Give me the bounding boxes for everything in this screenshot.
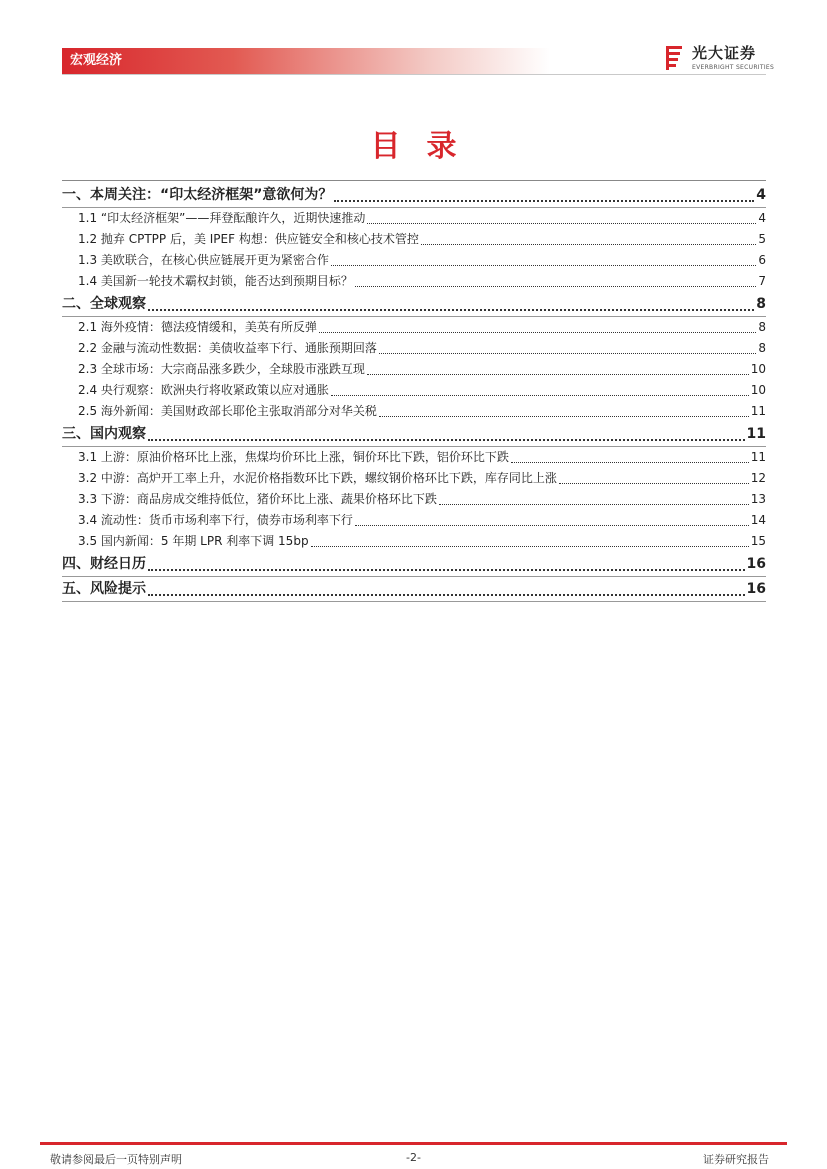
toc-section-wrapper xyxy=(62,183,766,208)
toc-leader-dots xyxy=(439,504,749,505)
toc-entry-page: 11 xyxy=(750,404,766,418)
toc-leader-dots xyxy=(355,286,756,287)
toc-entry-text: 三、国内观察 xyxy=(62,426,146,442)
footer-divider xyxy=(40,1142,787,1145)
toc-leader-dots xyxy=(331,395,749,396)
toc-entry-subsection[interactable] xyxy=(62,317,766,338)
toc-entry-subsection[interactable] xyxy=(62,359,766,380)
toc-entry-subsection[interactable] xyxy=(62,510,766,531)
toc-entry-section[interactable] xyxy=(62,552,766,576)
toc-entry-subsection[interactable] xyxy=(62,271,766,292)
brand-name-en: EVERBRIGHT SECURITIES xyxy=(692,64,775,71)
toc-entry-subsection[interactable] xyxy=(62,208,766,229)
footer-disclaimer: 敬请参阅最后一页特别声明 xyxy=(50,1153,182,1166)
toc-entry-subsection[interactable] xyxy=(62,468,766,489)
toc-entry-page: 11 xyxy=(750,450,766,464)
toc-entry-subsection[interactable] xyxy=(62,229,766,250)
toc-entry-section[interactable] xyxy=(62,577,766,601)
toc-entry-text: 1.1 “印太经济框架”——拜登酝酿许久，近期快速推动 xyxy=(78,211,366,225)
toc-entry-text: 3.3 下游：商品房成交维持低位，猪价环比上涨、蔬果价格环比下跌 xyxy=(78,492,437,506)
table-of-contents xyxy=(62,183,766,602)
toc-entry-text: 3.2 中游：高炉开工率上升，水泥价格指数环比下跌，螺纹钢价格环比下跌，库存同比上涨 xyxy=(78,471,557,485)
toc-entry-section[interactable] xyxy=(62,292,766,316)
toc-leader-dots xyxy=(148,309,754,311)
toc-entry-page: 13 xyxy=(750,492,766,506)
toc-leader-dots xyxy=(334,200,754,202)
toc-leader-dots xyxy=(559,483,749,484)
toc-entry-subsection[interactable] xyxy=(62,380,766,401)
toc-section-wrapper xyxy=(62,577,766,602)
header-banner xyxy=(62,48,550,74)
toc-top-rule xyxy=(62,180,766,181)
toc-entry-page: 4 xyxy=(758,211,766,225)
toc-entry-text: 1.2 抛弃 CPTPP 后，美 IPEF 构想：供应链安全和核心技术管控 xyxy=(78,232,419,246)
toc-entry-text: 四、财经日历 xyxy=(62,556,146,572)
toc-entry-page: 15 xyxy=(750,534,766,548)
toc-leader-dots xyxy=(367,223,756,224)
toc-entry-section[interactable] xyxy=(62,183,766,207)
footer-report-type: 证券研究报告 xyxy=(703,1153,769,1166)
toc-entry-page: 16 xyxy=(746,556,766,572)
toc-entry-subsection[interactable] xyxy=(62,250,766,271)
toc-section-wrapper xyxy=(62,552,766,577)
toc-entry-text: 1.4 美国新一轮技术霸权封锁，能否达到预期目标？ xyxy=(78,274,353,288)
toc-leader-dots xyxy=(311,546,749,547)
toc-entry-text: 一、本周关注：“印太经济框架”意欲何为？ xyxy=(62,187,333,203)
toc-entry-text: 五、风险提示 xyxy=(62,581,146,597)
toc-entry-text: 2.5 海外新闻：美国财政部长耶伦主张取消部分对华关税 xyxy=(78,404,377,418)
toc-leader-dots xyxy=(148,569,745,571)
toc-entry-section[interactable] xyxy=(62,422,766,446)
toc-leader-dots xyxy=(379,353,756,354)
toc-leader-dots xyxy=(355,525,749,526)
section-label: 宏观经济 xyxy=(70,53,123,68)
header-divider xyxy=(62,74,766,75)
toc-entry-text: 3.4 流动性：货币市场利率下行，债券市场利率下行 xyxy=(78,513,353,527)
toc-leader-dots xyxy=(367,374,749,375)
toc-entry-page: 12 xyxy=(750,471,766,485)
toc-entry-subsection[interactable] xyxy=(62,447,766,468)
toc-leader-dots xyxy=(421,244,757,245)
toc-entry-text: 1.3 美欧联合，在核心供应链展开更为紧密合作 xyxy=(78,253,329,267)
toc-entry-text: 2.3 全球市场：大宗商品涨多跌少，全球股市涨跌互现 xyxy=(78,362,365,376)
toc-entry-subsection[interactable] xyxy=(62,489,766,510)
brand-name-cn: 光大证券 xyxy=(692,44,757,62)
toc-leader-dots xyxy=(331,265,756,266)
toc-entry-page: 6 xyxy=(758,253,766,267)
toc-title: 目录 xyxy=(370,129,483,164)
everbright-logo-icon xyxy=(664,44,686,72)
toc-entry-page: 8 xyxy=(758,320,766,334)
toc-entry-page: 8 xyxy=(758,341,766,355)
toc-entry-page: 11 xyxy=(746,426,766,442)
toc-entry-page: 10 xyxy=(750,362,766,376)
toc-entry-subsection[interactable] xyxy=(62,338,766,359)
toc-entry-text: 2.1 海外疫情：德法疫情缓和，美英有所反弹 xyxy=(78,320,317,334)
toc-entry-page: 14 xyxy=(750,513,766,527)
toc-leader-dots xyxy=(148,439,745,441)
toc-entry-text: 3.5 国内新闻：5 年期 LPR 利率下调 15bp xyxy=(78,534,309,548)
toc-entry-text: 2.4 央行观察：欧洲央行将收紧政策以应对通胀 xyxy=(78,383,329,397)
toc-entry-subsection[interactable] xyxy=(62,401,766,422)
toc-leader-dots xyxy=(379,416,749,417)
toc-entry-page: 5 xyxy=(758,232,766,246)
toc-entry-page: 8 xyxy=(756,296,766,312)
toc-entry-text: 2.2 金融与流动性数据：美债收益率下行、通胀预期回落 xyxy=(78,341,377,355)
toc-entry-page: 10 xyxy=(750,383,766,397)
toc-entry-page: 4 xyxy=(756,187,766,203)
toc-leader-dots xyxy=(511,462,749,463)
toc-entry-subsection[interactable] xyxy=(62,531,766,552)
toc-leader-dots xyxy=(148,594,745,596)
toc-section-wrapper xyxy=(62,292,766,317)
toc-section-wrapper xyxy=(62,422,766,447)
page-number: -2- xyxy=(406,1151,421,1164)
toc-entry-text: 3.1 上游：原油价格环比上涨，焦煤均价环比上涨，铜价环比下跌，铝价环比下跌 xyxy=(78,450,509,464)
toc-leader-dots xyxy=(319,332,756,333)
toc-entry-page: 16 xyxy=(746,581,766,597)
brand-logo xyxy=(664,44,775,74)
toc-entry-page: 7 xyxy=(758,274,766,288)
toc-entry-text: 二、全球观察 xyxy=(62,296,146,312)
